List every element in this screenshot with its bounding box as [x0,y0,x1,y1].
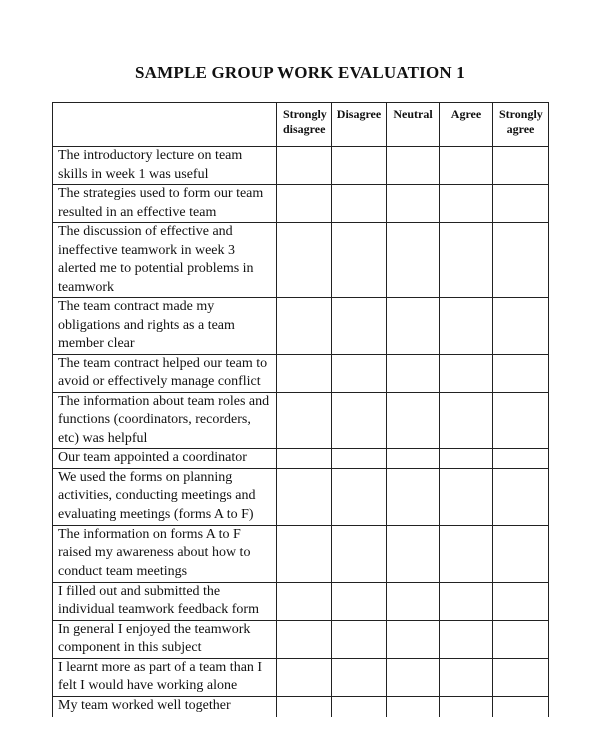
page-title: SAMPLE GROUP WORK EVALUATION 1 [135,63,465,82]
rating-cell-strongly-disagree[interactable] [277,525,332,582]
statement-text: The discussion of effective and ineffective teamwork in week 3 alerted me to potential problems in teamwork [53,223,277,298]
rating-cell-neutral[interactable] [387,620,440,658]
rating-cell-neutral[interactable] [387,696,440,717]
column-header-agree: Agree [440,103,493,147]
rating-cell-agree[interactable] [440,525,493,582]
rating-cell-agree[interactable] [440,620,493,658]
rating-cell-agree[interactable] [440,354,493,392]
rating-cell-disagree[interactable] [332,620,387,658]
header-row [53,103,549,147]
rating-cell-disagree[interactable] [332,696,387,717]
statement-text: The introductory lecture on team skills in week 1 was useful [53,147,277,185]
rating-cell-neutral[interactable] [387,468,440,525]
rating-cell-strongly-disagree[interactable] [277,354,332,392]
statement-text: The strategies used to form our team resulted in an effective team [53,185,277,223]
rating-cell-neutral[interactable] [387,185,440,223]
rating-cell-agree[interactable] [440,147,493,185]
rating-cell-disagree[interactable] [332,658,387,696]
column-header-neutral: Neutral [387,103,440,147]
rating-cell-neutral[interactable] [387,392,440,449]
rating-cell-strongly-disagree[interactable] [277,696,332,717]
statement-text: Our team appointed a coordinator [53,449,277,469]
rating-cell-strongly-agree[interactable] [493,525,549,582]
statement-text: I filled out and submitted the individual teamwork feedback form [53,582,277,620]
table-row [53,147,549,185]
table-row [53,392,549,449]
rating-cell-agree[interactable] [440,449,493,469]
rating-cell-disagree[interactable] [332,582,387,620]
rating-cell-agree[interactable] [440,298,493,355]
rating-cell-agree[interactable] [440,696,493,717]
rating-cell-agree[interactable] [440,468,493,525]
rating-cell-strongly-agree[interactable] [493,223,549,298]
statement-text: The team contract made my obligations and rights as a team member clear [53,298,277,355]
table-row [53,185,549,223]
statement-text: The information about team roles and functions (coordinators, recorders, etc) was helpful [53,392,277,449]
rating-cell-strongly-agree[interactable] [493,298,549,355]
rating-cell-strongly-agree[interactable] [493,582,549,620]
table-row [53,582,549,620]
rating-cell-strongly-agree[interactable] [493,354,549,392]
rating-cell-agree[interactable] [440,185,493,223]
rating-cell-strongly-agree[interactable] [493,658,549,696]
statement-text: The team contract helped our team to avoid or effectively manage conflict [53,354,277,392]
rating-cell-disagree[interactable] [332,449,387,469]
rating-cell-strongly-disagree[interactable] [277,223,332,298]
rating-cell-strongly-disagree[interactable] [277,620,332,658]
rating-cell-disagree[interactable] [332,392,387,449]
rating-cell-strongly-agree[interactable] [493,449,549,469]
column-header-disagree: Disagree [332,103,387,147]
rating-cell-strongly-agree[interactable] [493,620,549,658]
rating-cell-strongly-disagree[interactable] [277,298,332,355]
rating-cell-neutral[interactable] [387,223,440,298]
rating-cell-neutral[interactable] [387,449,440,469]
statement-text: I learnt more as part of a team than I felt I would have working alone [53,658,277,696]
rating-cell-strongly-disagree[interactable] [277,582,332,620]
rating-cell-strongly-agree[interactable] [493,147,549,185]
rating-cell-disagree[interactable] [332,468,387,525]
column-header-strongly-agree: Strongly agree [493,103,549,147]
rating-cell-strongly-agree[interactable] [493,696,549,717]
rating-cell-disagree[interactable] [332,223,387,298]
column-header-strongly-disagree: Strongly disagree [277,103,332,147]
rating-cell-disagree[interactable] [332,298,387,355]
table-row [53,658,549,696]
rating-cell-disagree[interactable] [332,354,387,392]
statement-header [53,103,277,147]
rating-cell-agree[interactable] [440,223,493,298]
table-row [53,354,549,392]
rating-cell-neutral[interactable] [387,525,440,582]
rating-cell-strongly-disagree[interactable] [277,449,332,469]
rating-cell-neutral[interactable] [387,354,440,392]
table-row [53,468,549,525]
rating-cell-neutral[interactable] [387,147,440,185]
rating-cell-disagree[interactable] [332,525,387,582]
table-row [53,223,549,298]
statement-text: In general I enjoyed the teamwork component in this subject [53,620,277,658]
table-row [53,696,549,717]
rating-cell-strongly-agree[interactable] [493,392,549,449]
evaluation-table [52,102,549,717]
rating-cell-neutral[interactable] [387,298,440,355]
rating-cell-agree[interactable] [440,392,493,449]
rating-cell-strongly-disagree[interactable] [277,392,332,449]
rating-cell-neutral[interactable] [387,658,440,696]
table-row [53,449,549,469]
rating-cell-disagree[interactable] [332,185,387,223]
statement-text: My team worked well together [53,696,277,717]
statement-text: We used the forms on planning activities, conducting meetings and evaluating meetings (forms A to F) [53,468,277,525]
rating-cell-disagree[interactable] [332,147,387,185]
rating-cell-strongly-agree[interactable] [493,185,549,223]
rating-cell-agree[interactable] [440,582,493,620]
table-row [53,525,549,582]
rating-cell-strongly-disagree[interactable] [277,147,332,185]
statement-text: The information on forms A to F raised my awareness about how to conduct team meetings [53,525,277,582]
table-row [53,620,549,658]
rating-cell-neutral[interactable] [387,582,440,620]
table-row [53,298,549,355]
rating-cell-strongly-disagree[interactable] [277,468,332,525]
rating-cell-strongly-agree[interactable] [493,468,549,525]
rating-cell-agree[interactable] [440,658,493,696]
rating-cell-strongly-disagree[interactable] [277,185,332,223]
rating-cell-strongly-disagree[interactable] [277,658,332,696]
